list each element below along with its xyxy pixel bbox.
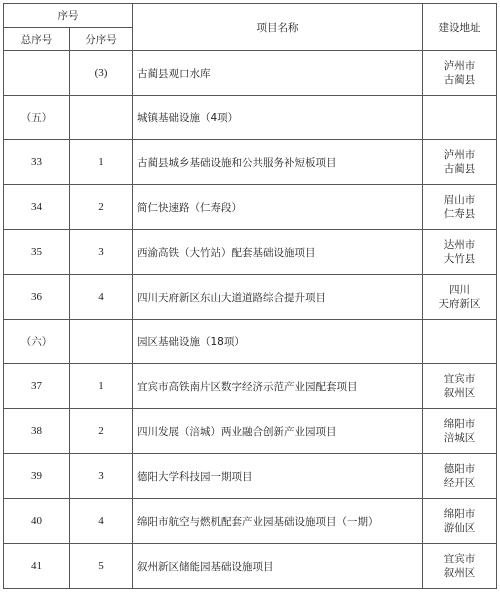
- total-seq-cell: 36: [4, 275, 70, 320]
- project-name-cell: 叙州新区储能园基础设施项目: [133, 544, 423, 589]
- project-name-cell: 德阳大学科技园一期项目: [133, 454, 423, 499]
- project-name-cell: 城镇基础设施（4项）: [133, 96, 423, 140]
- table-row: [4, 544, 497, 589]
- header-location: 建设地址: [423, 4, 497, 51]
- sub-seq-cell: [70, 320, 133, 364]
- table-row: [4, 275, 497, 320]
- project-name-cell: 宜宾市高铁南片区数字经济示范产业园配套项目: [133, 364, 423, 409]
- project-name-cell: 四川发展（涪城）两业融合创新产业园项目: [133, 409, 423, 454]
- sub-seq-cell: 1: [70, 364, 133, 409]
- total-seq-cell: （五）: [4, 96, 70, 140]
- location-cell: 眉山市 仁寿县: [423, 185, 497, 230]
- total-seq-cell: 35: [4, 230, 70, 275]
- total-seq-cell: 33: [4, 140, 70, 185]
- project-table: [3, 3, 497, 589]
- sub-seq-cell: (3): [70, 51, 133, 96]
- project-name-cell: 简仁快速路（仁寿段）: [133, 185, 423, 230]
- project-name-cell: 园区基础设施（18项）: [133, 320, 423, 364]
- total-seq-cell: 38: [4, 409, 70, 454]
- location-cell: 泸州市 古蔺县: [423, 140, 497, 185]
- header-seq: 序号: [4, 4, 133, 28]
- project-name-cell: 四川天府新区东山大道道路综合提升项目: [133, 275, 423, 320]
- header-sub-seq: 分序号: [70, 28, 133, 51]
- table-row: [4, 140, 497, 185]
- project-name-cell: 绵阳市航空与燃机配套产业园基础设施项目（一期）: [133, 499, 423, 544]
- table-row: [4, 185, 497, 230]
- header-total-seq: 总序号: [4, 28, 70, 51]
- location-cell: 宜宾市 叙州区: [423, 544, 497, 589]
- location-cell: [423, 320, 497, 364]
- sub-seq-cell: 4: [70, 499, 133, 544]
- location-cell: 泸州市 古蔺县: [423, 51, 497, 96]
- location-cell: [423, 96, 497, 140]
- header-project-name: 项目名称: [133, 4, 423, 51]
- table-row: [4, 96, 497, 140]
- total-seq-cell: 34: [4, 185, 70, 230]
- sub-seq-cell: 4: [70, 275, 133, 320]
- location-cell: 达州市 大竹县: [423, 230, 497, 275]
- sub-seq-cell: 3: [70, 230, 133, 275]
- total-seq-cell: 40: [4, 499, 70, 544]
- table-row: [4, 230, 497, 275]
- table-row: [4, 499, 497, 544]
- location-cell: 德阳市 经开区: [423, 454, 497, 499]
- sub-seq-cell: [70, 96, 133, 140]
- project-name-cell: 古蔺县观口水库: [133, 51, 423, 96]
- project-name-cell: 西渝高铁（大竹站）配套基础设施项目: [133, 230, 423, 275]
- location-cell: 绵阳市 游仙区: [423, 499, 497, 544]
- table-row: [4, 454, 497, 499]
- location-cell: 绵阳市 涪城区: [423, 409, 497, 454]
- table-row: [4, 320, 497, 364]
- location-cell: 四川 天府新区: [423, 275, 497, 320]
- table-row: [4, 364, 497, 409]
- total-seq-cell: [4, 51, 70, 96]
- sub-seq-cell: 3: [70, 454, 133, 499]
- table-row: [4, 51, 497, 96]
- total-seq-cell: 37: [4, 364, 70, 409]
- table-row: [4, 409, 497, 454]
- total-seq-cell: （六）: [4, 320, 70, 364]
- sub-seq-cell: 2: [70, 409, 133, 454]
- location-cell: 宜宾市 叙州区: [423, 364, 497, 409]
- sub-seq-cell: 1: [70, 140, 133, 185]
- sub-seq-cell: 2: [70, 185, 133, 230]
- sub-seq-cell: 5: [70, 544, 133, 589]
- project-name-cell: 古蔺县城乡基础设施和公共服务补短板项目: [133, 140, 423, 185]
- total-seq-cell: 39: [4, 454, 70, 499]
- total-seq-cell: 41: [4, 544, 70, 589]
